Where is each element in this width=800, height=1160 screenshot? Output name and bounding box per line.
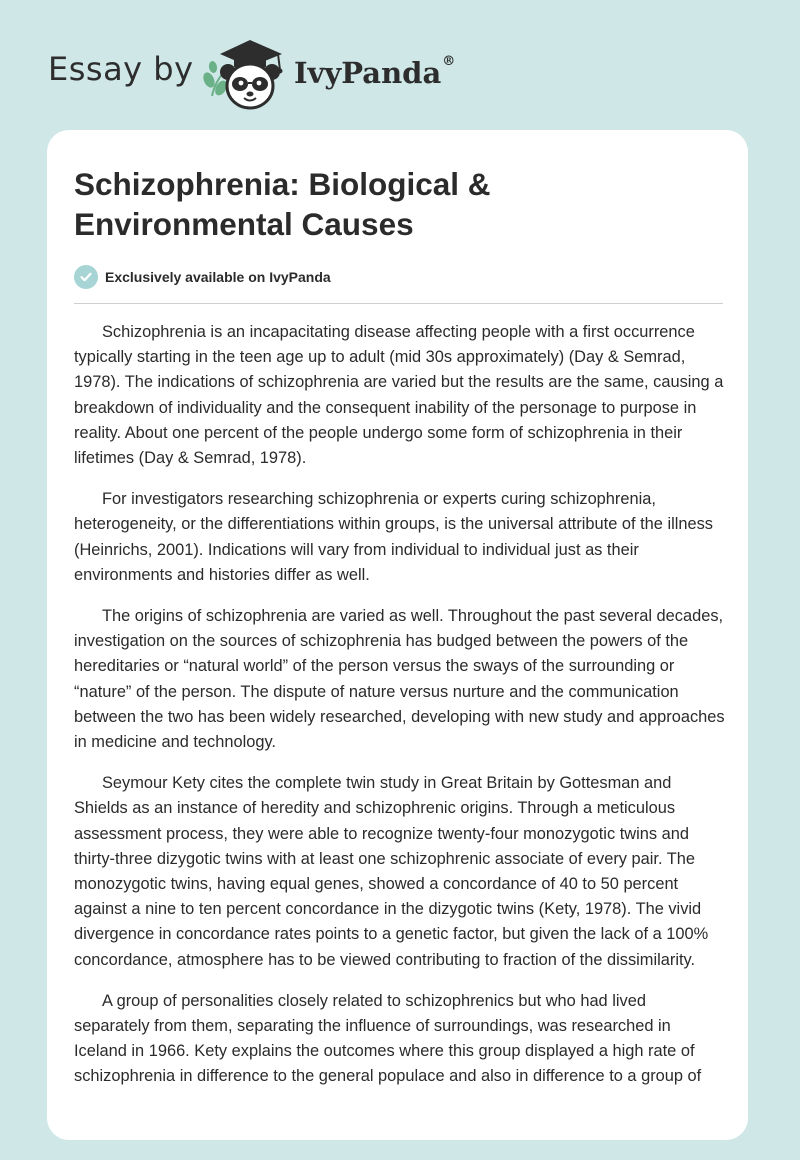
paragraph-5: A group of personalities closely related to schizophrenics but who had lived separately from them, separating the influence of surroundings, was researched in Iceland in 1966. Kety explains the outcomes where this group displayed a high rate of schizophrenia in difference to the general populace and also in difference to a group of — [74, 991, 702, 1086]
brand-name-text: IvyPanda — [294, 56, 442, 90]
site-header — [48, 34, 508, 114]
exclusive-label: Exclusively available on IvyPanda — [105, 269, 331, 285]
essay-card — [47, 130, 748, 1140]
exclusive-badge — [74, 264, 331, 290]
divider — [74, 303, 723, 304]
registered-mark: ® — [442, 54, 456, 69]
essay-body — [74, 320, 725, 1106]
brand-name[interactable] — [294, 56, 455, 90]
page-title: Schizophrenia: Biological & Environmental Causes — [74, 166, 491, 242]
essay-by-label: Essay by — [48, 50, 194, 88]
paragraph-1: Schizophrenia is an incapacitating disease affecting people with a first occurrence typically starting in the teen age up to adult (mid 30s approximately) (Day & Semrad, 1978). The indications of schizophrenia are varied but the results are the same, causing a breakdown of individuality and the consequent inability of the personage to purpose in reality. About one percent of the people undergo some form of schizophrenia in their lifetimes (Day & Semrad, 1978). — [74, 323, 724, 468]
paragraph-4: Seymour Kety cites the complete twin study in Great Britain by Gottesman and Shields as an instance of heredity and schizophrenic origins. Through a meticulous assessment process, they were able to recognize twenty-four monozygotic twins and thirty-three dizygotic twins with at least one schizophrenic associate of every pair. The monozygotic twins, having equal genes, showed a concordance of 40 to 50 percent against a nine to ten percent concordance in the dizygotic twins (Kety, 1978). The vivid divergence in concordance rates points to a genetic factor, but given the lack of a 100% concordance, atmosphere has to be viewed contributing to fraction of the dissimilarity. — [74, 774, 709, 969]
paragraph-3: The origins of schizophrenia are varied as well. Throughout the past several decades, investigation on the sources of schizophrenia has budged between the powers of the hereditaries or “natural world” of the person versus the sways of the surrounding or “nature” of the person. The dispute of nature versus nurture and the communication between the two has been widely researched, developing with new study and approaches in medicine and technology. — [74, 607, 725, 752]
panda-graduate-icon[interactable] — [200, 34, 292, 114]
check-icon — [74, 265, 98, 289]
paragraph-2: For investigators researching schizophrenia or experts curing schizophrenia, heterogeneity, or the differentiations within groups, is the universal attribute of the illness (Heinrichs, 2001). Indications will vary from individual to individual just as their environments and histories differ as well. — [74, 490, 713, 584]
